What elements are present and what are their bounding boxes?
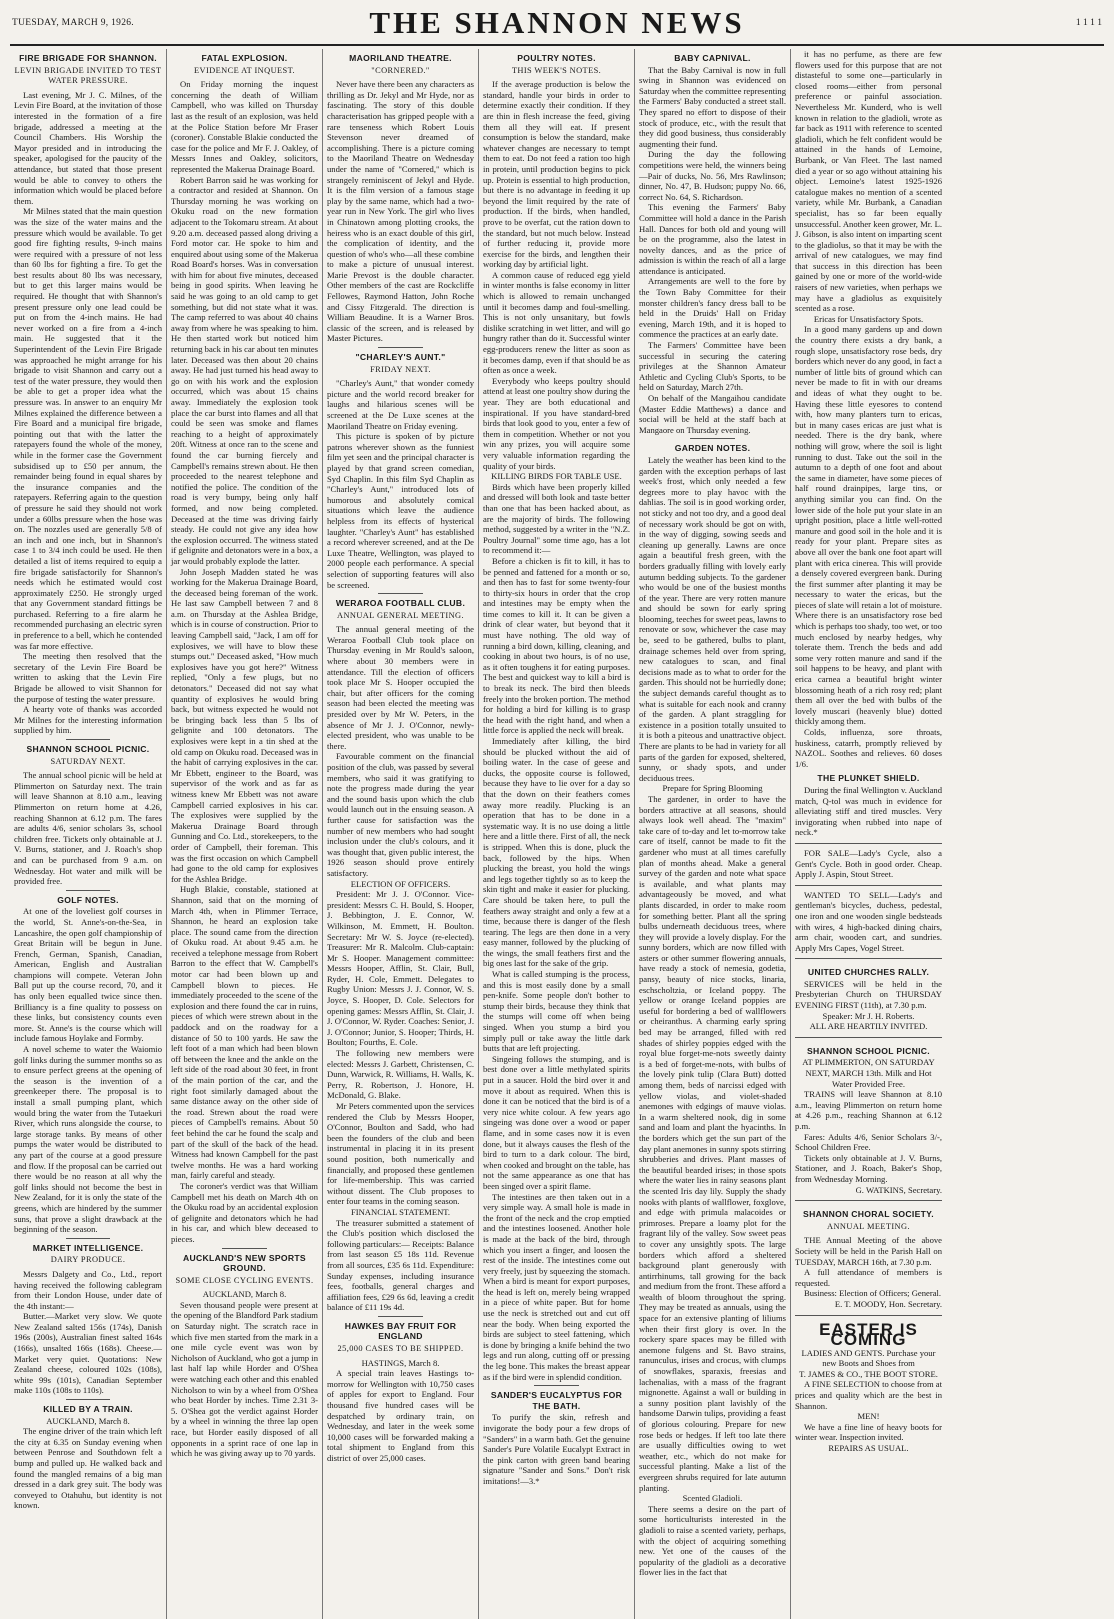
notice-school-picnic: [795, 1037, 942, 1195]
paragraph: Butter.—Market very slow. We quote New Zealand salted 156s (174s), Danish 196s (200s), Australian finest salted 164s (166s), unsalted 166s (168s). Cheese.—Market very quiet. Quotations: New Zealand cheese, coloured 102s (108s), white 99s (101s), Canadian September make 110s (108s to 110s).: [14, 1311, 162, 1396]
column-2: [166, 49, 322, 1619]
column-5: [634, 49, 790, 1619]
headline-hawkes-bay-fruit: HAWKES BAY FRUIT FOR ENGLAND: [344, 1320, 457, 1342]
subhead: LEVIN BRIGADE INVITED TO TEST WATER PRESSURE.: [14, 65, 162, 86]
paragraph: Lately the weather has been kind to the garden with the exception perhaps of last week's frost, which only needed a few degrees more to play havoc with the dahlias. The soil is in good working order, not sticky and not too dry, and a good deal of necessary work should be got on with, in the way of digging, sowing seeds and cleaning up generally. Lawns are once again a beautiful fresh green, with the borders gradually filling with lovely early autumn bedding subjects. To the gardener who would be one of the busiest months of the year. There are very rotten manure and should be sown for early spring blooming, teeches for sweet peas, lawns to renovate or sow, whichever the case may be, seed to be gathered, bulbs to plant, drainage schemes held over from spring, new catalogues to scan, and final decisions made as to what to order for the garden. This should not be hurriedly done; the subject demands careful thought as to what is suitable for each nook and cranny of the garden. A plant straggling for existence in a position totally unsuited to it is both a piteous and unattractive object. There are plants to be had in variety for all parts of the garden for exposed, sheltered, sunny, or shady spots, and under deciduous trees.: [639, 454, 787, 783]
advert-text: REPAIRS AS USUAL.: [828, 1443, 909, 1454]
headline-poultry-notes: POULTRY NOTES.: [517, 53, 596, 63]
paragraph: Never have there been any characters as thrilling as Dr. Jekyl and Mr Hyde, nor as fascinating. The story of this double characterisation has gripped people with a rare tenseness which Robert Louis Stevenson never dreamed of accomplishing. There is a picture coming to the Maoriland Theatre on Wednesday under the name of "Cornered," which is strangely reminiscent of Jekyl and Hyde. It is the film version of a famous stage play by the same name, which had a two-year run in New York. The girl who lives in Chinatown among plotting crooks, the heiress who is an exact double of this girl, the complication of identity, and the question of who's who—all these combine to make a picture of unusual interest. Marie Prevost is the double character. Other members of the cast are Rockcliffe Fellowes, Raymond Hatton, John Roche and Cissy Fitzgerald. The direction is William Beaudine. It is a Warner Bros. classic of the screen, and is released by Master Pictures.: [327, 79, 474, 344]
columns: [10, 49, 1104, 1619]
advert-nazol: Colds, influenza, sore throats, huskiness, catarrh, promptly relieved by NAZOL. Soothes and relieves. 60 doses 1/6.: [795, 727, 942, 769]
divider: [534, 1385, 578, 1386]
paragraph: What is called stumping is the process, and this is most easily done by a small pen-knife. Some people don't bother to stump their birds, because they think that the stumps will come off when being singed. When you stump a bird you simply pull or take away the little dark butts that are left projecting.: [483, 969, 630, 1054]
divider: [378, 1316, 422, 1317]
paragraph: Singeing follows the stumping, and is best done over a little methylated spirits put in a saucer. Hold the bird over it and move it about as required. When this is done it can be noticed that the bird is of a very nice white colour. A few years ago singeing was done over a wood or paper flame, and in some cases now it is even done, but it always causes the flesh of the bird to turn to a dark colour. The bird, when cooked and brought on the table, has not the same appearance as one that has been singed over a spirit flame.: [483, 1053, 631, 1191]
headline-sanders-eucalyptus: SANDER'S EUCALYPTUS FOR THE BATH.: [490, 1390, 623, 1411]
subhead: THIS WEEK'S NOTES.: [511, 65, 602, 75]
paragraph: The treasurer submitted a statement of the Club's position which disclosed the following particulars:— Receipts: Balance from last season £5 18s 11d. Revenue from all sources, £35 6s 11d. Expenditure: Sunday expenses, including insurance fees, footballs, general charges and affiliation fees, £29 6s 6d, leaving a credit balance of £11 19s 4d.: [327, 1217, 474, 1313]
section-label: Ericas for Unsatisfactory Spots.: [813, 313, 924, 324]
headline-market-intelligence: MARKET INTELLIGENCE.: [32, 1242, 144, 1253]
notice-text: THE Annual Meeting of the above Society will be held in the Parish Hall on TUESDAY, MARCH 16th, at 7.30 p.m.: [795, 1235, 942, 1267]
paragraph: In a good many gardens up and down the country there exists a dry bank, a rough slope, unsatisfactory rose beds, dry borders which never do any good, in fact a number of little bits of ground which can never be made to fit in with our dreams and ideas of what they ought to be. Having these little eyesores to contend with, how many planters turn to ericas, but in many cases ericas are just what is needed. There is the dry bank, where nothing will grow, where the soil is light running to dust. Take out the soil in the autumn to a depth of one foot and about the same in diameter, have some pieces of half round drainpipes, large tins, or anything similar you can find. On the lower side of the hole put your slate in an upright position, place a little well-rotted manure and good soil in the hole and it is ready for your plant. Prepare sites as above all over the bank one foot apart will plant with erica cinerea. This will provide a densely covered evergreen bank. During the first summer after planting it may be necessary to water the ericas, but the pieces of slate will retain a lot of moisture. Where there is an unsatisfactory rose bed which is perhaps too shady, too wet, or too much enclosed by nearby hedges, why tolerate them. Trench the beds and add some very rotten manure and sand if the soil happens to be heavy, and plant with erica carnea a beautiful bright winter blossoming heath of a rich rosy red; plant them all over the bed with bulbs of the lovely muscari (heavenly blue) dotted thickly among them.: [795, 324, 942, 727]
headline-school-picnic-ad: SHANNON SCHOOL PICNIC.: [807, 1045, 930, 1056]
advert-easter-boots: [795, 1315, 942, 1454]
headline-charleys-aunt: "CHARLEY'S AUNT.": [355, 352, 446, 363]
section-label: FINANCIAL STATEMENT.: [350, 1206, 451, 1217]
notice-text: Speaker: Mr J. H. Roberts.: [822, 1010, 915, 1021]
advert-text: T. JAMES & CO., THE BOOT STORE.: [799, 1368, 938, 1379]
headline-choral-society: SHANNON CHORAL SOCIETY.: [803, 1209, 934, 1220]
paragraph: To purify the skin, refresh and invigorate the body pour a few drops of "Sanders" in a warm bath. Get the genuine Sander's Pure Volatile Eucalypt Extract in the pink carton with green band bearing signature "Sander and Sons." Don't risk imitations!—3.*: [483, 1412, 630, 1486]
paragraph: On behalf of the Mangaihou candidate (Master Eddie Matthews) a dance and social will be held at the staff bach at Mangaore on Thursday evening.: [639, 393, 786, 435]
column-3: [322, 49, 478, 1619]
headline-plunket-shield: THE PLUNKET SHIELD.: [817, 773, 920, 784]
advert-text: A FINE SELECTION to choose from at prices and quality which are the best in Shannon.: [795, 1379, 942, 1411]
divider: [66, 1399, 110, 1400]
issue-date: TUESDAY, MARCH 9, 1926.: [12, 18, 134, 28]
paragraph: Before a chicken is fit to kill, it has to be penned and fattened for a month or so, and then has to fast for some twenty-four to thirty-six hours in order that the crop and intestines may be empty when the time comes to kill it. It can be given a drink of clear water, but beyond that it must have nothing. The old way of running a bird down, killing, cleaning, and cooking in about two hours, is of no use, as it often toughens it for eating purposes. The best and quickest way to kill a bird is to break its neck. The bird then bleeds freely into the broken portion. The method for holding a bird for killing is to grasp the head with the right hand, and when a little force is applied the neck will break.: [483, 555, 630, 736]
headline-school-picnic: SHANNON SCHOOL PICNIC.: [26, 744, 150, 754]
classified-for-sale: [795, 843, 942, 880]
section-label: Scented Gladioli.: [682, 1493, 743, 1504]
headline-weraroa-football: WERAROA FOOTBALL CLUB.: [335, 598, 466, 609]
paragraph: At one of the loveliest golf courses in the world, St. Anne's-on-the-Sea, in Lancashire, the open golf championship of Great Britain will be begun in June. French, German, Spanish, Canadian, American, English and Australian champions will compete. Veteran John Ball put up the course record, 70, and it has only been equalled twice since then. Brilliancy is a fine quality to possess on these links, but consistency counts even more. St. Anne's is the course which will include famous Hoylake and Formby.: [14, 906, 162, 1044]
divider: [222, 1248, 266, 1249]
subhead: ANNUAL GENERAL MEETING.: [337, 610, 464, 620]
paragraph: The Farmers' Committee have been successful in securing the catering privileges at the Shannon Amateur Athletic and Cycling Club's Sports, to be held on Saturday, March 27th.: [639, 340, 786, 393]
classified-text: FOR SALE—Lady's Cycle, also a Gent's Cycle. Both in good order. Cheap. Apply J. Aspin, Stout Street.: [795, 847, 942, 880]
paragraph: That the Baby Carnival is now in full swing in Shannon was evidenced on Saturday when the committee representing the Farmers' Baby conducted a street stall. They spared no effort to dispose of their stock of produce, etc., with the result that they did good business, thus considerably augmenting their fund.: [639, 64, 787, 149]
page-mark: 1 1 1 1: [1075, 18, 1102, 28]
paragraph: The intestines are then taken out in a very simple way. A small hole is made in the front of the neck and the crop emptied and the intestines loosened. Another hole is made at the back of the bird, through which you insert a finger, and loosen the rest of the inside. The intestines come out very freely, just by squeezing the stomach. When a bird is meant for export purposes, the head is left on, merely being wrapped in a piece of white paper. But for home use the neck is stretched out and cut off near the body. When being exported the birds are subject to steel fattening, which is done by bringing a knife behind the two legs and run along, cutting off or pressing the leg bone. This makes the breast appear as if the bird were in splendid condition.: [483, 1191, 630, 1382]
divider: [378, 347, 422, 348]
signature: E. T. MOODY, Hon. Secretary.: [834, 1298, 942, 1309]
paragraph: If the average production is below the standard, handle your birds in order to determine exactly their condition. If they are thin in flesh increase the feed, giving them all they will eat. If present consumption is below the standard, make whatever changes are necessary to tempt them to eat. Do not feed a ration too high in protein, until production begins to pick up. Protein is essential to high production, but there is no advantage in feeding it up beyond the limit required by the rate of production. If the birds, when handled, prove to be overfat, cut the ration down to the standard, but not much below. Instead of further reducing it, provide more exercise for the birds, and lengthen their working day by artificial light.: [483, 79, 630, 270]
paragraph: Immediately after killing, the bird should be plucked without the aid of boiling water. In the case of geese and ducks, the opposite course is followed, because they have to lie over for a day so that the down on their feathers comes away more readily. Plucking is an operation that has to be done in a systematic way. It is no use doing a little here and a little there. First of all, the neck is stripped. When this is done, pluck the back, followed by the hips. When plucking the breast, you hold the wings and legs together tightly so as to keep the skin tight and make it easier for plucking. Care should be taken here, to pull the feathers away straight and only a few at a time, because there is danger of the flesh tearing. The legs are then done in a very easy manner, followed by the plucking of the wings, the small feathers first and the big ones last for the sake of the grip.: [483, 736, 630, 969]
notice-text: AT PLIMMERTON, ON SATURDAY NEXT, MARCH 13th. Milk and Hot Water Provided Free.: [802, 1057, 935, 1089]
paragraph: it has no perfume, as there are few flowers used for this purpose that are not distasteful to some one—particularly in closed rooms—either from personal preference or painful association. Nevertheless Mr. Kunderd, who is well known in relation to the gladioli, wrote as far back as 1911 with reference to scented gladioli, which he felt confident would be attained in the hands of Lemoine, Burbank, or Van Fleet. The last named died a year or so ago without attaining his object. Lemoine's latest 1925-1926 catalogue makes no mention of a scented variety, while Mr. Burbank, a Canadian specialist, has so far been equally unsuccessful. Another keen grower, Mr. L. J. Gibson, is also intent on imparting scent to the gladiolus, so that it may be with the arrival of new catalogues, we may find that success in this direction has been gained by one or more of the world-wide raisers of new varieties, when perhaps we may have a gladiolus as exquisitely scented as a rose.: [795, 49, 942, 314]
headline-churches-rally: UNITED CHURCHES RALLY.: [807, 967, 930, 978]
notice-text: TRAINS will leave Shannon at 8.10 a.m., leaving Plimmerton on return home at 4.26 p.m., reaching Shannon at 6.12 p.m.: [795, 1089, 942, 1131]
paragraph: Robert Barron said he was working for a contractor and resided at Shannon. On Thursday morning he was working on Okuku road on the new formation adjacent to the Tokomaru stream. At about 9.20 a.m. deceased passed along driving a Ford motor car. He spoke to him and enquired about using some of the Makerua Road Board's horses. Was in conversation with him for about five minutes, deceased being in good spirits. When leaving he said he was going to an old camp to get something, but did not state what it was. The camp referred to was about 40 chains away from where he was speaking to him. He then started work but noticed him returning back in his car about ten minutes later. Deceased was then about 20 chains away. He had just turned his head away to go on with his work and the explosion occurred, which was about 15 chains away. Immediately the explosion took place the car burst into flames and all that could be seen was smoke and flames reaching to a height of approximately 20ft. Witness at once ran to the scene and found the car burning fiercely and Campbell's remains strewn about. He then proceeded to the nearest telephone and notified the police. The condition of the road is very bumpy, being only half formed, and now being completed. Deceased at the time was driving fairly steady. He could not give any idea how the explosion occurred. The witness stated if gelignite and detonators were in a box, a jar would probably explode the latter.: [171, 174, 319, 566]
subhead: FRIDAY NEXT.: [370, 364, 431, 374]
paragraph: This evening the Farmers' Baby Committee will hold a dance in the Parish Hall. Dances for both old and young will be on the programme, also the latest in novelty dances, and as the price of admission is within the reach of all a large attendance is anticipated.: [639, 202, 786, 276]
paragraph: "Charley's Aunt," that wonder comedy picture and the world record breaker for laughs and hilarious scenes will be screened at the De Luxe scenes at the Maoriland Theatre on Friday evening.: [327, 378, 474, 431]
paragraph: The meeting then resolved that the secretary of the Levin Fire Board be written to asking that the Levin Fire Brigade be allowed to visit Shannon for the purpose of testing the water pressure.: [14, 651, 162, 704]
advert-text: We have a fine line of heavy boots for winter wear. Inspection invited.: [795, 1421, 942, 1443]
headline-fire-brigade: FIRE BRIGADE FOR SHANNON.: [19, 53, 157, 63]
paragraph: A novel scheme to water the Waiomio golf links during the summer months so as to ensure perfect greens at the opening of the season is the invention of a greenkeeper there. The proposal is to install a small pumping plant, which would bring the water from the Tutaekuri River, which runs alongside the course, to large storage tanks. By means of other pumps the water would be distributed to any part of the course at a good pressure and flow. If the proposal can be carried out there would be no reason at all why the golf links should not become the best in New Zealand, for it is only the state of the greens, which are hindered by the summer suns, that prove a slight drawback at the beginning of the season.: [14, 1044, 162, 1235]
dateline: AUCKLAND, March 8.: [46, 1415, 130, 1426]
notice-text: SERVICES will be held in the Presbyterian Church on THURSDAY EVENING FIRST (11th), at 7.30 p.m.: [795, 978, 942, 1011]
paragraph: John Joseph Madden stated he was working for the Makerua Drainage Board, the deceased being foreman of the work. He last saw Campbell between 7 and 8 a.m. on Thursday at the Ashlea Bridge, which is in course of construction. Prior to leaving Campbell said, "Jack, I am off for explosives, we will have to blow these stumps out." Deceased asked, "How much explosives have you got here?" Witness replied, "Only a few plugs, but no detonators." Deceased did not say what quantity of explosives he would bring back, but witness expected he would not be bringing back less than 5 lbs of gelignite and 100 detonators. The explosives were kept in a tin shed at the old camp on Okuku road. Deceased was in the habit of carrying explosives in the car. Mr Ebbett, engineer to the Board, was supervisor of the work and as far as witness knew Mr Ebbett was not aware Campbell carried explosives in his car. The explosives were supplied by the Makerua Drainage Board through Gunning and Co. Ltd., storekeepers, to the order of Campbell, their foreman. This was the first occasion on which Campbell had gone to the old camp for explosives for the Ashlea Bridge.: [171, 566, 319, 884]
paragraph: The annual general meeting of the Weraroa Football Club took place on Thursday evening in Mr Rould's saloon, where about 30 members were in attendance. Till the election of officers took place Mr S. Hooper occupied the chair, but after officers for the coming season had been elected the meeting was presided over by Mr W. Peters, in the absence of Mr J. J. O'Connor, newly-elected president, who was unable to be there.: [327, 624, 474, 751]
divider: [378, 593, 422, 594]
signature: G. WATKINS, Secretary.: [855, 1184, 942, 1195]
paragraph: Favourable comment on the financial position of the club, was passed by several members, who said it was gratifying to note the progress made during the year and the sound basis upon which the club would launch out in the ensuing season. A further cause for satisfaction was the number of new members who had sought inclusion under the club's colours, and it was thought that, given public interest, the 1926 season should prove entirely satisfactory.: [327, 751, 474, 878]
masthead: [10, 4, 1104, 46]
paragraph: Birds which have been properly killed and dressed will both look and taste better than one that has been hacked about, as are the majority of birds. The following method, suggested by a writer in the "N.Z. Poultry Journal" some time ago, has a lot to recommend it:—: [483, 481, 630, 556]
divider: [66, 1238, 110, 1239]
divider: [66, 739, 110, 740]
paragraph: Last evening, Mr J. C. Milnes, of the Levin Fire Board, at the invitation of those interested in the formation of a fire brigade, addressed a meeting at the Council Chambers. His Worship the Mayor presided and in introducing the speaker, apologised for the paucity of the attendance, but stated that those present would be able to convey to others the information which would be placed before them.: [14, 89, 162, 206]
paragraph: Mr Milnes stated that the main question was the size of the water mains and the pressure which would be available. To get good fire fighting results, 9-inch mains were required with a pressure of not less than 60 lbs for fighting a fire. To get the best results about 80 lbs was necessary, but to get this larger mains would be required. He thought that with Shannon's present pressure only one lead could be put on from the 4-inch mains. He had never worked on a fire from a 4-inch main. He suggested that it the Superintendent of the Levin Fire Brigade was approached he might arrange for his brigade to visit Shannon and carry out a test of the water pressure, they would then be able to get a proper idea what the pressure was. In answer to an enquiry Mr Milnes explained the difference between a Fire Board and a municipal fire brigade, pointing out that with the latter the ratepayers found the whole of the money, while in the former case the Government subsidised up to £50 per annum, the remainder being found in equal shares by the insurance companies and the ratepayers. Referring again to the question of pressure he said they should not work under a 60lbs pressure when the hose was on. The nozzles used are generally 5/8 of an inch and one inch, but in Shannon's case 1 to 3/4 inch could be used. He then detailed a list of items required to equip a fire brigade satisfactorily for Shannon's needs which he estimated would cost approximately £250. He strongly urged that any Government standard fittings be purchased. Referring to a fire alarm he recommended purchasing an electric syren in preference to a bell, which he contended was far more effective.: [14, 206, 162, 651]
divider: [66, 890, 110, 891]
paragraph: Arrangements are well to the fore by the Town Baby Committee for their monster children's fancy dress ball to be held in the Druids' Hall on Friday evening, March 19th, and it is hoped to commence the practices at an early date.: [639, 276, 786, 340]
paragraph: The coroner's verdict was that William Campbell met his death on March 4th on the Okuku road by an accidental explosion of gelignite and detonators which he had in his car, and which blew deceased to pieces.: [171, 1180, 319, 1244]
section-label: ELECTION OF OFFICERS.: [350, 878, 451, 889]
paragraph: The following new members were elected: Messrs J. Garbett, Christensen, C. Dunn, Warwick, R. Williams, H. Walls, K. Perry, R. Robertson, J. Honore, H. McDonald, G. Blake.: [327, 1048, 474, 1101]
paragraph: During the day the following competitions were held, the winners being —Pair of ducks, No. 56, Mrs Rawlinson; dinner, No. 47, B. Hudson; puppy No. 66, correct No. 64, S. Richardson.: [639, 149, 786, 202]
advert-qtol: During the final Wellington v. Auckland match, Q-tol was much in evidence for alleviating stiff and tired muscles. Very invigorating when rubbed into nape of neck.*: [795, 784, 942, 838]
advert-headline: EASTER IS COMING: [819, 1319, 918, 1350]
paragraph: The gardener, in order to have the borders attractive at all seasons, should always look well ahead. The "maxim" take care of to-day and let to-morrow take care of itself, cannot be made to fit the gardener who must at all times carefully plan of months ahead. Make a general survey of the garden and note what space is available, and what plants may advantageously be moved, and what plants discarded, in order to make room for something better. Plant all the spring bulbs underneath deciduous trees, where they will provide a lovely display. For the sunny borders, which are now filled with asters or other summer flowering annuals, have ready a stock of nemesia, godetia, pansy, beauty of nice stocks, linaria, eschscholtzia, or Iceland poppy. The yellow or orange Iceland poppies are useful for bordering a bed of wallflowers or cheiranthus. A charming early spring bed may be arranged, filled with red shades of shirley poppies edged with the royal blue forget-me-nots sweetly dainty is a bed of forget-me-nots, with bulbs of the lovely pink tulip (Clara Butt) dotted among them, beds of narcissi edged with yellow violas, and violet-shaded anemones with edgings of mauve violas. In a warm sheltered nook, dig in some sand and loam and plant the hyacinths. In the borders which get the sun part of the day plant anemones in sunny spots stirring shrubberies and drives. Plant masses of the beautiful bearded irises; in those spots where the water lies in rainy seasons plant the scented Iris day lily. Supply the shady nooks with plants of wallflower, foxglove, and edge with primula malacoides or primroses. Prepare a loamy plot for the fragrant lily of the valley. Sow sweet peas to cover any unsightly spots. The large borders which afford a sheltered background plant generously with antirrhinums, tall growing for the back and medium from the front. These afford a wealth of bloom throughout the spring. They may be treated as annuals, using the space for an extensive planting of liliums when their first glory is over. In the rockery spare spaces may be filled with anemone fulgens and St. Bavo strains, ranunculus, irises and crocus, with clumps of snowflakes, sparaxis, freesias and lachenalias, with a mass of the fragrant mignonette. Against a wall or building in a sunny position plant lavishly of the handsome Darwin tulips, providing a feast of glorious colouring. Prepare for new rose beds or hedges. If left too late there are usually difficulties owing to wet weather, etc., which do not make for successful planting. Make a list of the evergreen shrubs required for late autumn planting.: [639, 793, 786, 1493]
paragraph: Seven thousand people were present at the opening of the Blandford Park stadium on Saturday night. The scratch race in which five men started from the mark in a one mile cycle event was won by Nicholson of Auckland, who got a jump in last half lap while Horder and O'Shea were watching each other and this enabled Nicholson to win by a wheel from O'Shea who beat Horder by inches. Time 2.31 3-5. O'Shea got the verdict against Horder by a wheel in winning the three lap open race, but Horder easily disposed of all opponents in a sprint race of one lap in which he was giving away up to 70 yards.: [171, 1299, 318, 1459]
notice-text: ALL ARE HEARTILY INVITED.: [809, 1021, 928, 1032]
paragraph: Hugh Blakie, constable, stationed at Shannon, said that on the morning of March 4th, when in Plimmer Terrace, Shannon, he heard an explosion take place. The sound came from the direction of Okuku road. At about 9.45 a.m. he received a telephone message from Robert Barron to the effect that W. Campbell's motor car had been blown up and Campbell blown to pieces. He immediately proceeded to the scene of the explosion and there found the car in ruins, pieces of which were strewn about in the paddock and on the roadway for a distance of 50 to 100 yards. He saw the left foot of a man which had been blown off between the knee and the ankle on the left side of the road about 30 feet, in front of the main portion of the car, and the right foot similarly damaged about the same distance away on the other side of the road. Strewn about the road were pieces of Campbell's remains. About 50 feet behind the car he found the scalp and part of the skull of the back of the head. Witness had known Campbell for the past twelve months. He was a hard working man, fairly careful and steady.: [171, 884, 318, 1181]
newspaper-title: THE SHANNON NEWS: [369, 5, 745, 40]
headline-garden-notes: GARDEN NOTES.: [674, 443, 751, 454]
paragraph: The annual school picnic will be held at Plimmerton on Saturday next. The train will leave Shannon at 8.10 a.m., leaving Plimmerton on return home at 4.26, reaching Shannon at 6.12 p.m. The fares are adults 4/6, senior scholars 3s, school children free. Tickets only obtainable at J. V. Burns, stationer, and J. Roach's shop and can be purchased from 9 a.m. on Wednesday. Hot water and milk will be provided free.: [14, 770, 162, 887]
paragraph: The engine driver of the train which left the city at 6.35 on Sunday evening when between Penrose and Southdown felt a bump and pulled up. He walked back and found the mangled remains of a big man dressed in a dark grey suit. The body was conveyed to Otahuhu, but identity is not known.: [14, 1426, 162, 1511]
divider: [690, 438, 734, 439]
notice-text: Fares: Adults 4/6, Senior Scholars 3/-, School Children Free.: [795, 1131, 942, 1153]
subhead: 25,000 CASES TO BE SHIPPED.: [337, 1344, 464, 1354]
section-label: KILLING BIRDS FOR TABLE USE.: [491, 471, 622, 482]
subhead: SOME CLOSE CYCLING EVENTS.: [175, 1275, 314, 1285]
headline-fatal-explosion: FATAL EXPLOSION.: [201, 53, 288, 63]
headline-golf-notes: GOLF NOTES.: [57, 894, 119, 905]
advert-text: LADIES AND GENTS. Purchase your new Boots and Shoes from: [801, 1347, 936, 1369]
headline-sports-ground: AUCKLAND'S NEW SPORTS GROUND.: [183, 1252, 306, 1274]
dateline: HASTINGS, March 8.: [361, 1357, 440, 1368]
paragraph: Messrs Dalgety and Co., Ltd., report having received the following cablegram from their London House, under date of the 4th instant:—: [14, 1268, 162, 1311]
notice-text: A full attendance of members is requested.: [795, 1267, 942, 1288]
notice-churches-rally: [795, 958, 942, 1032]
column-1: [10, 49, 166, 1619]
paragraph: On Friday morning the inquest concerning the death of William Campbell, who was killed on Thursday last as the result of an explosion, was held at the Police Station before Mr Fraser (coroner). Constable Blakie conducted the case for the police and Mr F. J. Oakley, of Messrs Innes and Oakley, solicitors, represented the Makerua Drainage Board.: [171, 79, 318, 174]
subhead: EVIDENCE AT INQUEST.: [194, 65, 295, 75]
column-6: [790, 49, 946, 1619]
subhead: DAIRY PRODUCE.: [50, 1255, 126, 1265]
dateline: AUCKLAND, March 8.: [202, 1289, 287, 1300]
notice-text: Business: Election of Officers; General.: [804, 1288, 942, 1299]
paragraph: There seems a desire on the part of some horticulturists interested in the gladioli to raise a scented variety, perhaps, with the object of acquiring something new. Yet one of the causes of the popularity of the gladioli as a decorative flower lies in the fact that: [639, 1503, 786, 1578]
notice-text: Tickets only obtainable at J. V. Burns, Stationer, and J. Roach, Baker's Shop, from Wednesday Morning.: [795, 1152, 942, 1184]
subhead: ANNUAL MEETING.: [827, 1221, 910, 1231]
paragraph: A special train leaves Hastings to-morrow for Wellington with 10,750 cases of apples for export to England. Four thousand five hundred cases will be despatched by ordinary train, on Wednesday, and later in the week some 10,000 cases will be forwarded making a total shipment to England from this district of over 25,000 cases.: [327, 1368, 474, 1463]
paragraph: Mr Peters commented upon the services rendered the Club by Messrs Hooper, O'Connor, Boulton and Sadd, who had been the founders of the club and been instrumental in placing it in its present sound position, both numerically and financially, and proposed these gentlemen for life-membership. This was carried without dissent. The Club proposes to enter four teams in the coming season.: [327, 1101, 474, 1207]
column-4: [478, 49, 634, 1619]
headline-baby-carnival: BABY CAPNIVAL.: [674, 53, 751, 63]
advert-text: MEN!: [857, 1411, 880, 1422]
paragraph: Everybody who keeps poultry should attend at least one poultry show during the year. They are both educational and inspirational. If you have standard-bred birds that look good to you, enter a few of them in competition. Whether or not you win any prizes, you will acquire some very valuable information regarding the quality of your birds.: [483, 375, 630, 471]
notice-choral-society: [795, 1200, 942, 1309]
subhead: SATURDAY NEXT.: [50, 756, 126, 766]
section-label: Prepare for Spring Blooming: [662, 783, 763, 794]
paragraph: A common cause of reduced egg yield in winter months is false economy in litter which is allowed to remain unchanged until it becomes damp and foul-smelling. This is not only unsanitary, but fowls dislike scratching in wet litter, and will go hungry rather than do it. Successful winter egg-producers renew the litter as soon as it becomes damp, even if that should be as often as once a week.: [483, 269, 630, 376]
classified-text: WANTED TO SELL—Lady's and gentleman's bicycles, duchess, pedestal, one iron and one wooden single bedsteads with wires, 4 high-backed dining chairs, arm chair, wooden cart, and sundries. Apply Mrs Capes, Vogel Street.: [795, 889, 942, 953]
paragraph: President: Mr J. J. O'Connor. Vice-president: Messrs C. H. Bould, S. Hooper, J. Bebbington, J. E. Connor, W. Wilkinson, M. Emmett, H. Boulton. Secretary: Mr W. S. Joyce (re-elected). Treasurer: Mr R. Malcolm. Club-captain: Mr S. Hooper. Management committee: Messrs Hooper, Afflin, St. Clair, Bull, Ryder, H. Cole, Emmett. Delegates to Rugby Union: Messrs J. J. Connor, W. S. Joyce, S. Hooper, D. Cole. Selectors for opening games: Messrs Afflin, St. Clair, J. J. O'Connor, W. Ryder. Coaches: Senior, J. J. O'Connor; Junior, S. Hooper; Thirds, H. Boulton; Fourths, E. Cole.: [327, 889, 474, 1048]
classified-wanted: [795, 885, 942, 954]
headline-killed-by-train: KILLED BY A TRAIN.: [43, 1404, 133, 1415]
subhead: "CORNERED.": [371, 65, 430, 75]
paragraph: This picture is spoken of by picture patrons wherever shown as the funniest film yet seen and the principal character is played by that grand screen comedian, Syd Chaplin. In this film Syd Chaplin as "Charley's Aunt," introduced lots of humorous and absolutely comical situations which leave the audience helpless from its effects of hysterical laughter. "Charley's Aunt" has established a record wherever screened, and at the De Luxe Theatre, Wellington, was played to 2000 people each performance. A special selection of supporting features will also be screened.: [327, 431, 474, 590]
headline-maoriland-theatre: MAORILAND THEATRE.: [349, 53, 452, 63]
paragraph: A hearty vote of thanks was accorded Mr Milnes for the interesting information supplied by him.: [14, 704, 162, 736]
